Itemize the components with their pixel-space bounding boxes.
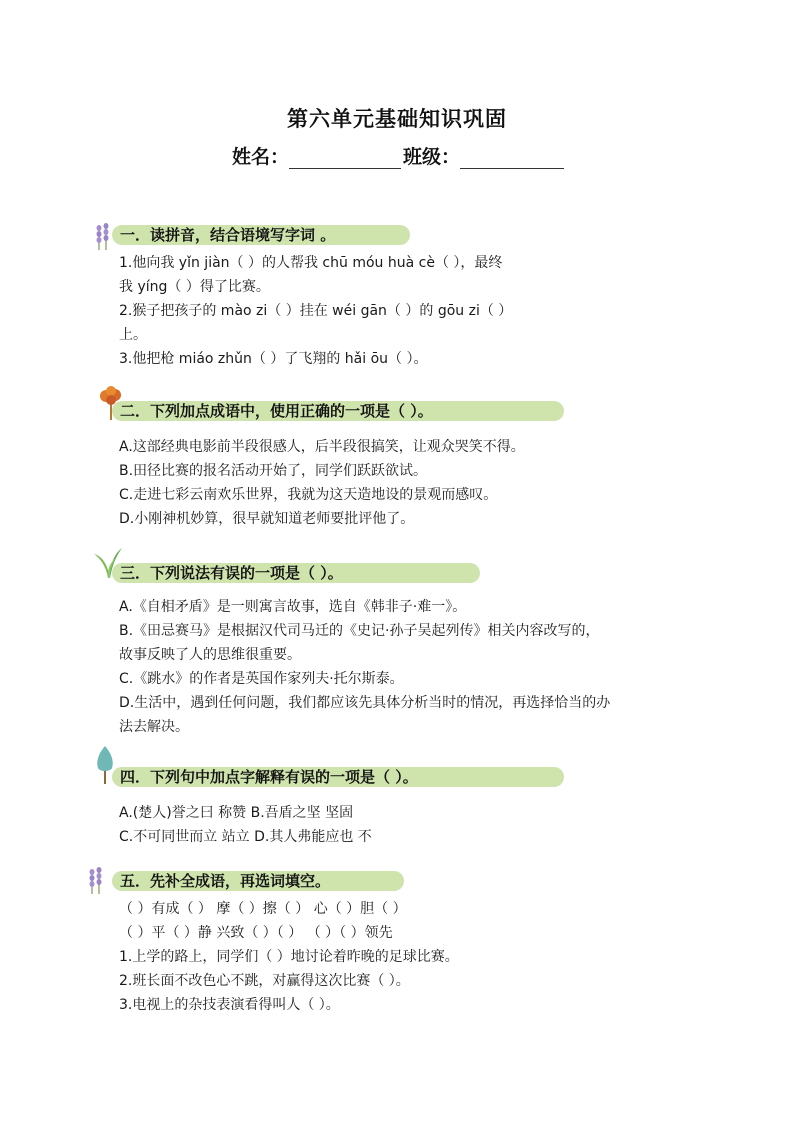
option-line: D.小刚神机妙算，很早就知道老师要批评他了。 [119,511,415,527]
option-line: B.田径比赛的报名活动开始了，同学们跃跃欲试。 [119,463,428,479]
page-title: 第六单元基础知识巩固 [287,106,507,131]
section-heading: 五．先补全成语，再选词填空。 [120,872,331,890]
class-blank[interactable] [460,144,564,169]
option-line: 法去解决。 [119,719,189,735]
question-line: 2.猴子把孩子的 mào zi（ ）挂在 wéi gān（ ）的 gōu zi（ ） [119,303,513,319]
option-line: A.《自相矛盾》是一则寓言故事，选自《韩非子·难一》。 [119,599,467,615]
question-line: 3.他把枪 miáo zhǔn（ ）了飞翔的 hǎi ōu（ ）。 [119,351,428,367]
idiom-line: （ ）平（ ）静 兴致（ ）（ ） （ ）（ ）领先 [119,925,393,941]
option-line: C.走进七彩云南欢乐世界，我就为这天造地设的景观而感叹。 [119,487,498,503]
name-label: 姓名： [232,146,290,168]
option-line: 故事反映了人的思维很重要。 [119,647,301,663]
option-line: B.《田忌赛马》是根据汉代司马迁的《史记·孙子吴起列传》相关内容改写的， [119,623,600,639]
section-heading: 二．下列加点成语中，使用正确的一项是（ ）。 [120,402,433,420]
class-label: 班级： [403,146,461,168]
option-line: C.《跳水》的作者是英国作家列夫·托尔斯泰。 [119,671,404,687]
section-heading: 三．下列说法有误的一项是（ ）。 [120,564,343,582]
option-line: A.(楚人)誉之曰 称赞 B.吾盾之坚 坚固 [119,805,354,821]
question-line: 上。 [119,327,147,343]
question-line: 2.班长面不改色心不跳，对赢得这次比赛（ ）。 [119,973,410,989]
section-heading: 四．下列句中加点字解释有误的一项是（ ）。 [120,768,418,786]
idiom-line: （ ）有成（ ） 摩（ ）擦（ ） 心（ ）胆（ ） [119,901,407,917]
section-heading: 一．读拼音，结合语境写字词 。 [120,226,336,244]
question-line: 3.电视上的杂技表演看得叫人（ ）。 [119,997,340,1013]
question-line: 我 yíng（ ）得了比赛。 [119,279,270,295]
option-line: A.这部经典电影前半段很感人，后半段很搞笑，让观众哭笑不得。 [119,439,525,455]
lavender-icon [93,220,113,250]
student-info-row [232,142,564,169]
question-line: 1.上学的路上，同学们（ ）地讨论着昨晚的足球比赛。 [119,949,459,965]
option-line: C.不可同世而立 站立 D.其人弗能应也 不 [119,829,372,845]
name-blank[interactable] [289,144,401,169]
option-line: D.生活中，遇到任何问题，我们都应该先具体分析当时的情况，再选择恰当的办 [119,695,611,711]
lavender-icon [86,864,106,894]
question-line: 1.他向我 yǐn jiàn（ ）的人帮我 chū móu huà cè（ ），最终 [119,255,503,271]
